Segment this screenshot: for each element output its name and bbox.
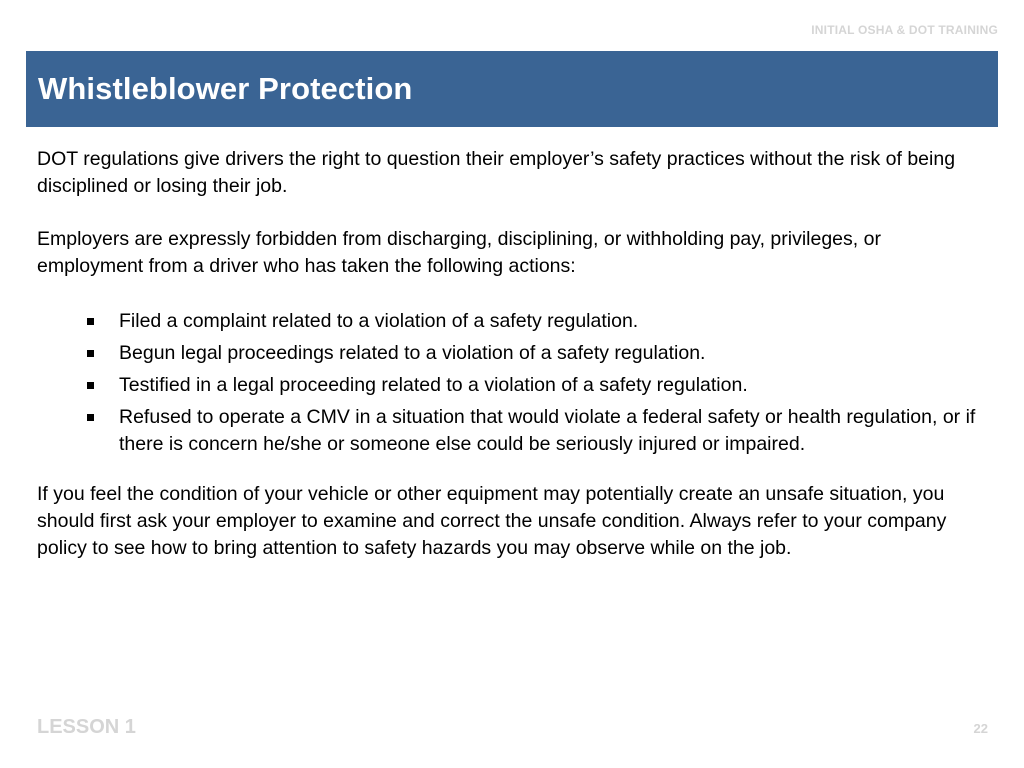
intro-paragraph: DOT regulations give drivers the right to question their employer’s safety practices without the risk of being disciplined or losing their job. [37,148,956,197]
lesson-label: LESSON 1 [37,716,136,738]
slide-content [37,146,987,562]
list-item-text: Filed a complaint related to a violation of a safety regulation. [119,310,639,332]
slide-title: Whistleblower Protection [38,71,413,106]
square-bullet-icon [87,382,94,389]
list-item [83,372,987,399]
closing-paragraph: If you feel the condition of your vehicle or other equipment may potentially create an unsafe situation, you should first ask your employer to examine and correct the unsafe condition. Always refer to your company policy to see how to bring attention to safety hazards you may observe while on the job. [37,483,947,559]
list-item [83,340,987,367]
list-item [83,308,987,335]
list-item-text: Begun legal proceedings related to a violation of a safety regulation. [119,342,706,364]
square-bullet-icon [87,318,94,325]
square-bullet-icon [87,414,94,421]
protected-actions-list [37,308,987,458]
employers-paragraph: Employers are expressly forbidden from discharging, disciplining, or withholding pay, privileges, or employment from a driver who has taken the following actions: [37,228,881,277]
list-item-text: Testified in a legal proceeding related to a violation of a safety regulation. [119,374,748,396]
list-item-text: Refused to operate a CMV in a situation that would violate a federal safety or health regulation, or if there is concern he/she or someone else could be seriously injured or impaired. [119,406,976,455]
page-number: 22 [973,721,988,736]
title-bar [26,51,998,127]
course-header-label: INITIAL OSHA & DOT TRAINING [811,23,998,37]
square-bullet-icon [87,350,94,357]
list-item [83,404,987,458]
